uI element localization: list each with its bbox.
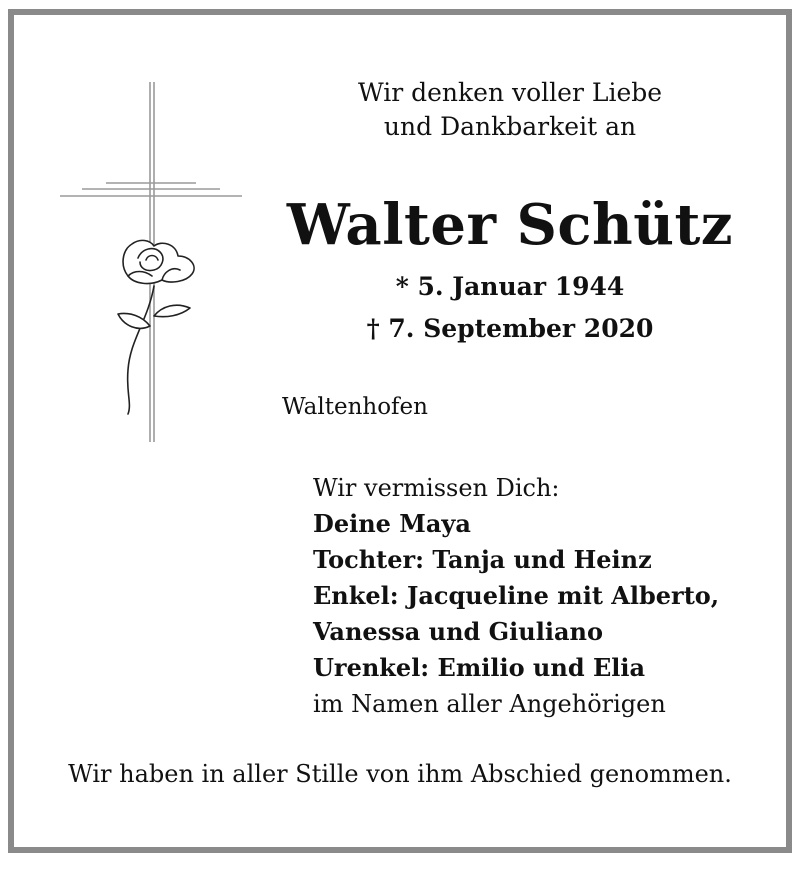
family-list	[313, 470, 719, 722]
closing-statement: Wir haben in aller Stille von ihm Abschied genommen.	[68, 760, 732, 788]
cross-icon	[58, 80, 248, 450]
family-intro: Wir vermissen Dich:	[313, 474, 560, 502]
family-line: Deine Maya	[313, 509, 471, 538]
family-line: Vanessa und Giuliano	[313, 617, 603, 646]
deceased-name: Walter Schütz	[286, 192, 734, 258]
intro-line-2: und Dankbarkeit an	[383, 112, 637, 141]
life-dates	[330, 266, 690, 350]
family-line: Tochter: Tanja und Heinz	[313, 545, 652, 574]
intro-line-1: Wir denken voller Liebe	[357, 78, 663, 107]
death-date: † 7. September 2020	[366, 314, 654, 343]
place-of-residence: Waltenhofen	[282, 394, 428, 420]
intro-text	[330, 76, 690, 144]
birth-date: * 5. Januar 1944	[395, 272, 625, 301]
rose-icon	[118, 240, 194, 414]
family-outro: im Namen aller Angehörigen	[313, 690, 666, 718]
family-line: Urenkel: Emilio und Elia	[313, 653, 646, 682]
family-line: Enkel: Jacqueline mit Alberto,	[313, 581, 720, 610]
